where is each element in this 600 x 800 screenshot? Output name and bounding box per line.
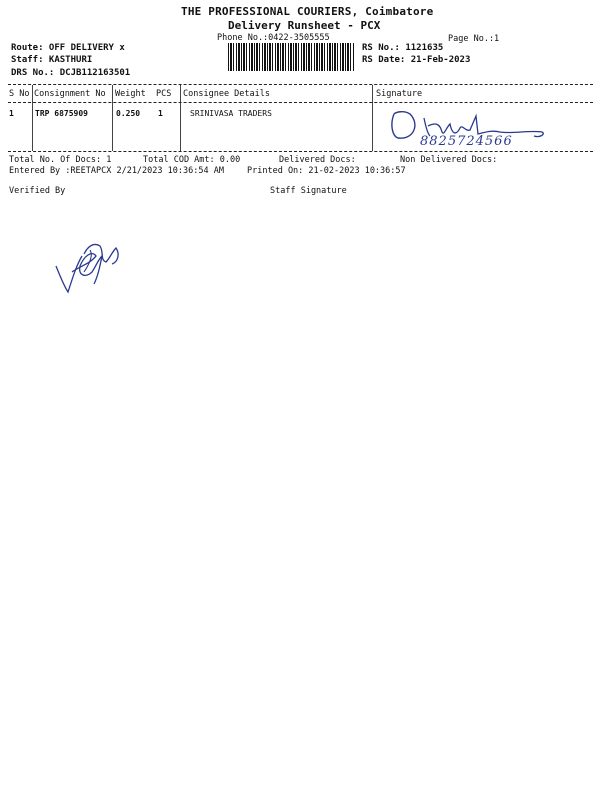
delivered-docs: Delivered Docs: [279,155,356,165]
entered-by: Entered By :REETAPCX 2/21/2023 10:36:54 AM [9,166,224,176]
drs-number: DRS No.: DCJB112163501 [11,68,131,78]
company-title: THE PROFESSIONAL COURIERS, Coimbatore [181,5,434,18]
column-divider [112,85,113,151]
table-bottom-divider [8,151,593,152]
row-consignment: TRP 6875909 [35,109,88,118]
table-top-divider [8,84,593,85]
header-sno: S No [9,89,30,99]
header-weight: Weight [115,89,146,99]
verifier-signature [50,236,130,298]
staff-signature-label: Staff Signature [270,186,347,196]
rs-number: RS No.: 1121635 [362,43,444,53]
total-cod-amount: Total COD Amt: 0.00 [143,155,241,165]
row-consignee: SRINIVASA TRADERS [190,109,272,118]
column-divider [372,85,373,151]
row-pcs: 1 [158,109,163,118]
barcode-image [228,43,354,71]
phone-number: Phone No.:0422-3505555 [217,33,330,43]
rs-date: RS Date: 21-Feb-2023 [362,55,471,65]
header-consignment: Consignment No [34,89,106,99]
document-title: Delivery Runsheet - PCX [228,19,381,32]
row-weight: 0.250 [116,109,141,118]
table-header-divider [8,102,593,103]
verified-by-label: Verified By [9,186,66,196]
header-signature: Signature [376,89,423,99]
route-label: Route: OFF DELIVERY x [11,43,125,53]
column-divider [32,85,33,151]
header-pcs: PCS [156,89,172,99]
column-divider [180,85,181,151]
staff-label: Staff: KASTHURI [11,55,93,65]
signature-phone-note: 8825724566 [420,134,513,149]
header-consignee: Consignee Details [183,89,270,99]
page-number: Page No.:1 [448,34,500,44]
printed-on: Printed On: 21-02-2023 10:36:57 [247,166,406,176]
total-docs: Total No. Of Docs: 1 [9,155,112,165]
non-delivered-docs: Non Delivered Docs: [400,155,498,165]
row-sno: 1 [9,109,14,118]
